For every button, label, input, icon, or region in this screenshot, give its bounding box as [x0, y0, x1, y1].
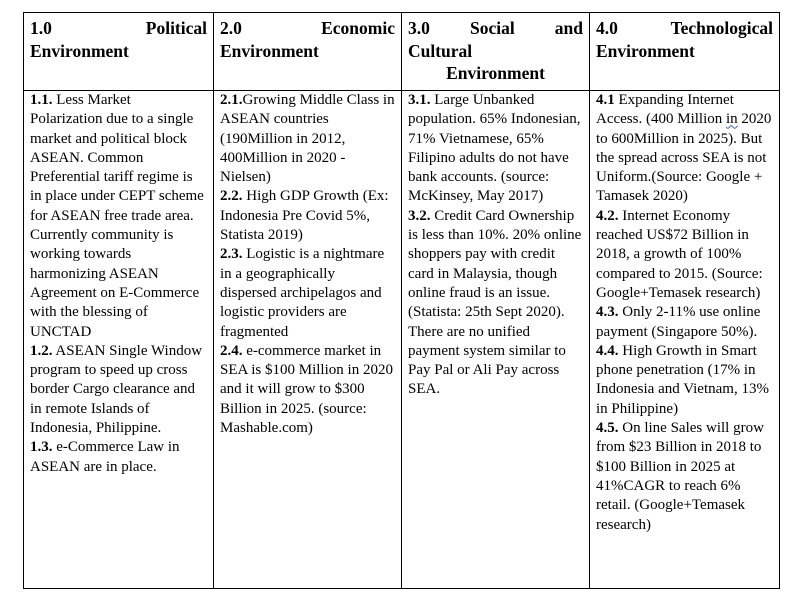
technological-cell — [590, 91, 780, 589]
item-number: 4.4. — [596, 342, 619, 359]
item-text: ASEAN Single Window program to speed up cross border Cargo clearance and in remote Islands of Indonesia, Philippine. — [30, 342, 203, 437]
economic-cell — [214, 91, 402, 589]
header-social-line3: Environment — [446, 63, 545, 83]
item-number: 2.3. — [220, 246, 243, 263]
item-number: 1.1. — [30, 92, 53, 108]
item-text: Large Unbanked population. 65% Indonesian, 71% Vietnamese, 65% Filipino adults do not have bank accounts. (source: McKinsey, May 2017) — [408, 92, 581, 205]
item-number: 2.2. — [220, 188, 243, 205]
item-text: Growing Middle Class in ASEAN countries (190Million in 2012, 400Million in 2020 - Nielsen) — [220, 92, 395, 186]
item-text: High GDP Growth (Ex: Indonesia Pre Covid 5%, Statista 2019) — [220, 188, 389, 244]
list-item — [596, 419, 773, 535]
list-item — [408, 91, 583, 207]
political-cell — [24, 91, 214, 589]
item-text-after: 2020 to 600Million in 2025). But the spread across SEA is not Uniform.(Source: Google + Tamasek 2020) — [596, 111, 772, 205]
list-item — [30, 342, 207, 438]
list-item — [30, 438, 207, 477]
content-row — [24, 91, 780, 589]
header-economic-line1: 2.0 Economic — [220, 18, 395, 38]
item-number: 2.1. — [220, 92, 243, 108]
item-text: Logistic is a nightmare in a geographically dispersed archipelagos and logistic providers are fragmented — [220, 246, 385, 340]
item-number: 3.2. — [408, 207, 431, 224]
item-text: Less Market Polarization due to a single market and political block ASEAN. Common Preferential tariff regime is in place under CEPT scheme for ASEAN free trade area. Currently community is working towards harmonizing ASEAN Agreement on E-Commerce with the blessing of UNCTAD — [30, 92, 204, 340]
list-item — [220, 187, 395, 245]
list-item — [408, 207, 583, 400]
item-number: 4.2. — [596, 207, 619, 224]
list-item — [220, 342, 395, 438]
item-text: Internet Economy reached US$72 Billion in 2018, a growth of 100% compared to 2015. (Source: Google+Temasek research) — [596, 207, 763, 301]
item-number: 4.3. — [596, 304, 619, 321]
header-technological-line2: Environment — [596, 40, 695, 61]
pest-table — [23, 12, 780, 589]
item-text: High Growth in Smart phone penetration (17% in Indonesia and Vietnam, 13% in Philippine) — [596, 342, 769, 417]
item-text: e-commerce market in SEA is $100 Million in 2020 and it will grow to $300 Billion in 2025. (source: Mashable.com) — [220, 342, 393, 437]
header-technological — [590, 13, 780, 91]
header-social — [402, 13, 590, 91]
header-political-line1: 1.0 Political — [30, 18, 207, 38]
header-social-line1: 3.0 Social and — [408, 18, 583, 38]
item-number: 3.1. — [408, 92, 431, 108]
item-number: 1.3. — [30, 439, 53, 456]
spellcheck-underlined-word: in — [725, 111, 738, 128]
header-economic-line2: Environment — [220, 40, 319, 61]
social-cell — [402, 91, 590, 589]
item-text-before: Expanding Internet Access. (400 Million — [596, 92, 734, 128]
header-social-line2: Cultural — [408, 40, 473, 61]
item-text: Credit Card Ownership is less than 10%. 20% online shoppers pay with credit card in Malaysia, though online fraud is an issue. (Statista: 25th Sept 2020). There are no unified payment system similar to Pay Pal or Ali Pay across SEA. — [408, 207, 582, 398]
list-item — [596, 91, 773, 207]
item-number: 4.5. — [596, 420, 619, 437]
item-number: 4.1 — [596, 92, 615, 108]
item-text: On line Sales will grow from $23 Billion in 2018 to $100 Billion in 2025 at 41%CAGR to reach 6% retail. (Google+Temasek research) — [596, 420, 764, 533]
header-economic — [214, 13, 402, 91]
list-item — [220, 91, 395, 187]
header-row — [24, 13, 780, 91]
header-political-line2: Environment — [30, 40, 129, 61]
item-number: 1.2. — [30, 342, 53, 359]
item-text: Only 2-11% use online payment (Singapore 50%). — [596, 304, 761, 340]
list-item — [596, 303, 773, 342]
list-item — [30, 91, 207, 342]
list-item — [596, 207, 773, 303]
header-technological-line1: 4.0 Technological — [596, 18, 773, 38]
item-number: 2.4. — [220, 342, 243, 359]
item-text: e-Commerce Law in ASEAN are in place. — [30, 439, 180, 475]
list-item — [596, 342, 773, 419]
list-item — [220, 245, 395, 341]
header-political — [24, 13, 214, 91]
